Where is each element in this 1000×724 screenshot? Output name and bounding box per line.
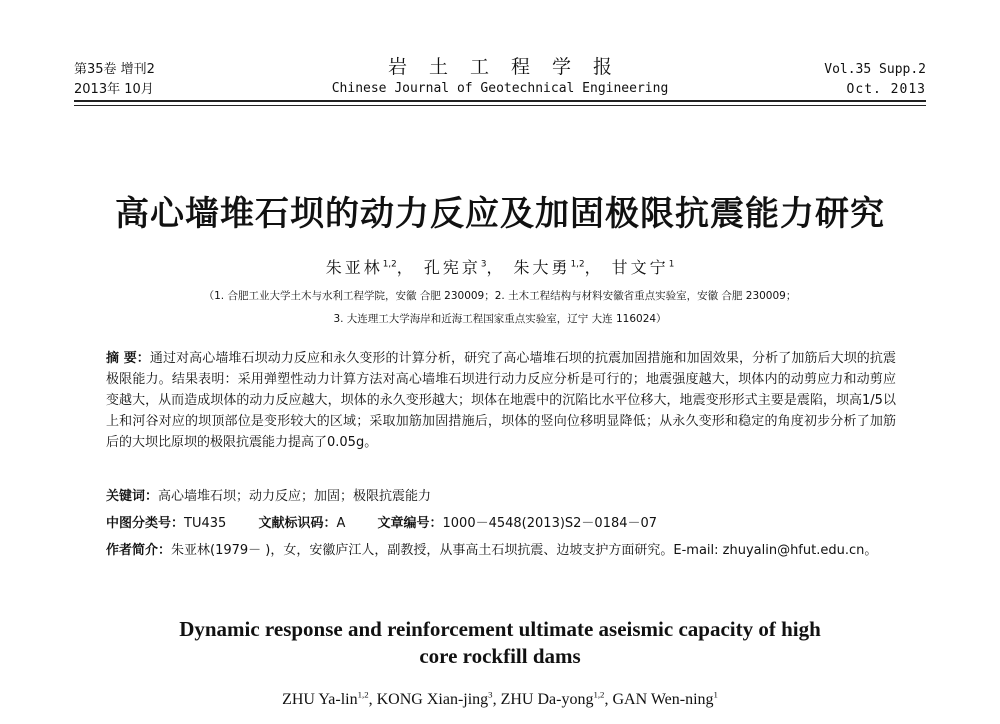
volume-line: 第35卷 增刊2 [74,62,155,77]
author-bio [106,538,896,564]
clc-label: 中图分类号： [106,516,185,531]
author-bio-label: 作者简介： [106,543,172,558]
author-en: ZHU Da-yong$^{1,2}$, [500,689,613,708]
journal-name-cn: 岩土工程学报 [387,56,634,78]
author-list-cn [0,255,1000,278]
paper-title-en [0,616,1000,670]
author-bio-text: 朱亚林(1979－ )，女，安徽庐江人，副教授，从事高土石坝抗震、边坡支护方面研究。E-mail: zhuyalin@hfut.edu.cn。 [171,543,878,558]
author-en: KONG Xian-jing$^3$, [376,689,501,708]
classification-line [106,512,685,531]
author-en: GAN Wen-ning$^1$ [612,689,718,708]
journal-name [74,54,926,98]
author-cn: 朱亚林$^{1,2}$， [325,258,416,277]
affiliation-line-1: （1. 合肥工业大学土木与水利工程学院，安徽 合肥 230009；2. 土木工程结构与材料安徽省重点实验室，安徽 合肥 230009； [203,290,797,302]
doc-code-label: 文献标识码： [258,516,337,531]
journal-header [74,54,926,100]
title-en-line-1: Dynamic response and reinforcement ultimate aseismic capacity of high [179,617,821,641]
abstract-text: 通过对高心墙堆石坝动力反应和永久变形的计算分析，研究了高心墙堆石坝的抗震加固措施和加固效果，分析了加筋后大坝的抗震极限能力。结果表明：采用弹塑性动力计算方法对高心墙堆石坝进行动力反应分析是可行的；地震强度越大，坝体内的动剪应力和动剪应变越大，从而造成坝体的动力反应越大，坝体的永久变形越大；坝体在地震中的沉陷比水平位移大，地震变形形式主要是震陷，坝高1/5以上和河谷对应的坝顶部位是变形较大的区域；采取加筋加固措施后，坝体的竖向位移明显降低；从永久变形和稳定的角度初步分析了加筋后的大坝比原坝的极限抗震能力提高了0.05g。 [106,351,896,450]
title-en-line-2: core rockfill dams [419,644,581,668]
volume-issue-en [824,60,926,100]
author-list-en [0,691,1000,709]
keywords [106,485,431,504]
paper-title-cn: 高心墙堆石坝的动力反应及加固极限抗震能力研究 [115,194,885,234]
date-line-en: Oct. 2013 [846,82,926,97]
abstract-label: 摘 要： [106,351,150,366]
keywords-text: 高心墙堆石坝；动力反应；加固；极限抗震能力 [158,489,432,504]
article-no-value: 1000－4548(2013)S2－0184－07 [442,516,658,531]
header-rule-thick [74,100,926,102]
author-cn: 甘文宁$^1$ [611,258,675,277]
author-cn: 孔宪京$^3$， [423,258,506,277]
clc-value: TU435 [184,516,227,531]
date-line-cn: 2013年 10月 [74,82,154,97]
volume-line-en: Vol.35 Supp.2 [824,62,926,77]
header-rule-thin [74,105,926,106]
article-no-label: 文章编号： [377,516,443,531]
author-cn: 朱大勇$^{1,2}$， [513,258,604,277]
abstract-cn [106,348,896,453]
keywords-label: 关键词： [106,489,159,504]
affiliation-line-2: 3. 大连理工大学海岸和近海工程国家重点实验室，辽宁 大连 116024） [333,313,667,325]
journal-name-en: Chinese Journal of Geotechnical Engineering [331,81,669,96]
author-en: ZHU Ya-lin$^{1,2}$, [282,689,377,708]
doc-code-value: A [336,516,346,531]
